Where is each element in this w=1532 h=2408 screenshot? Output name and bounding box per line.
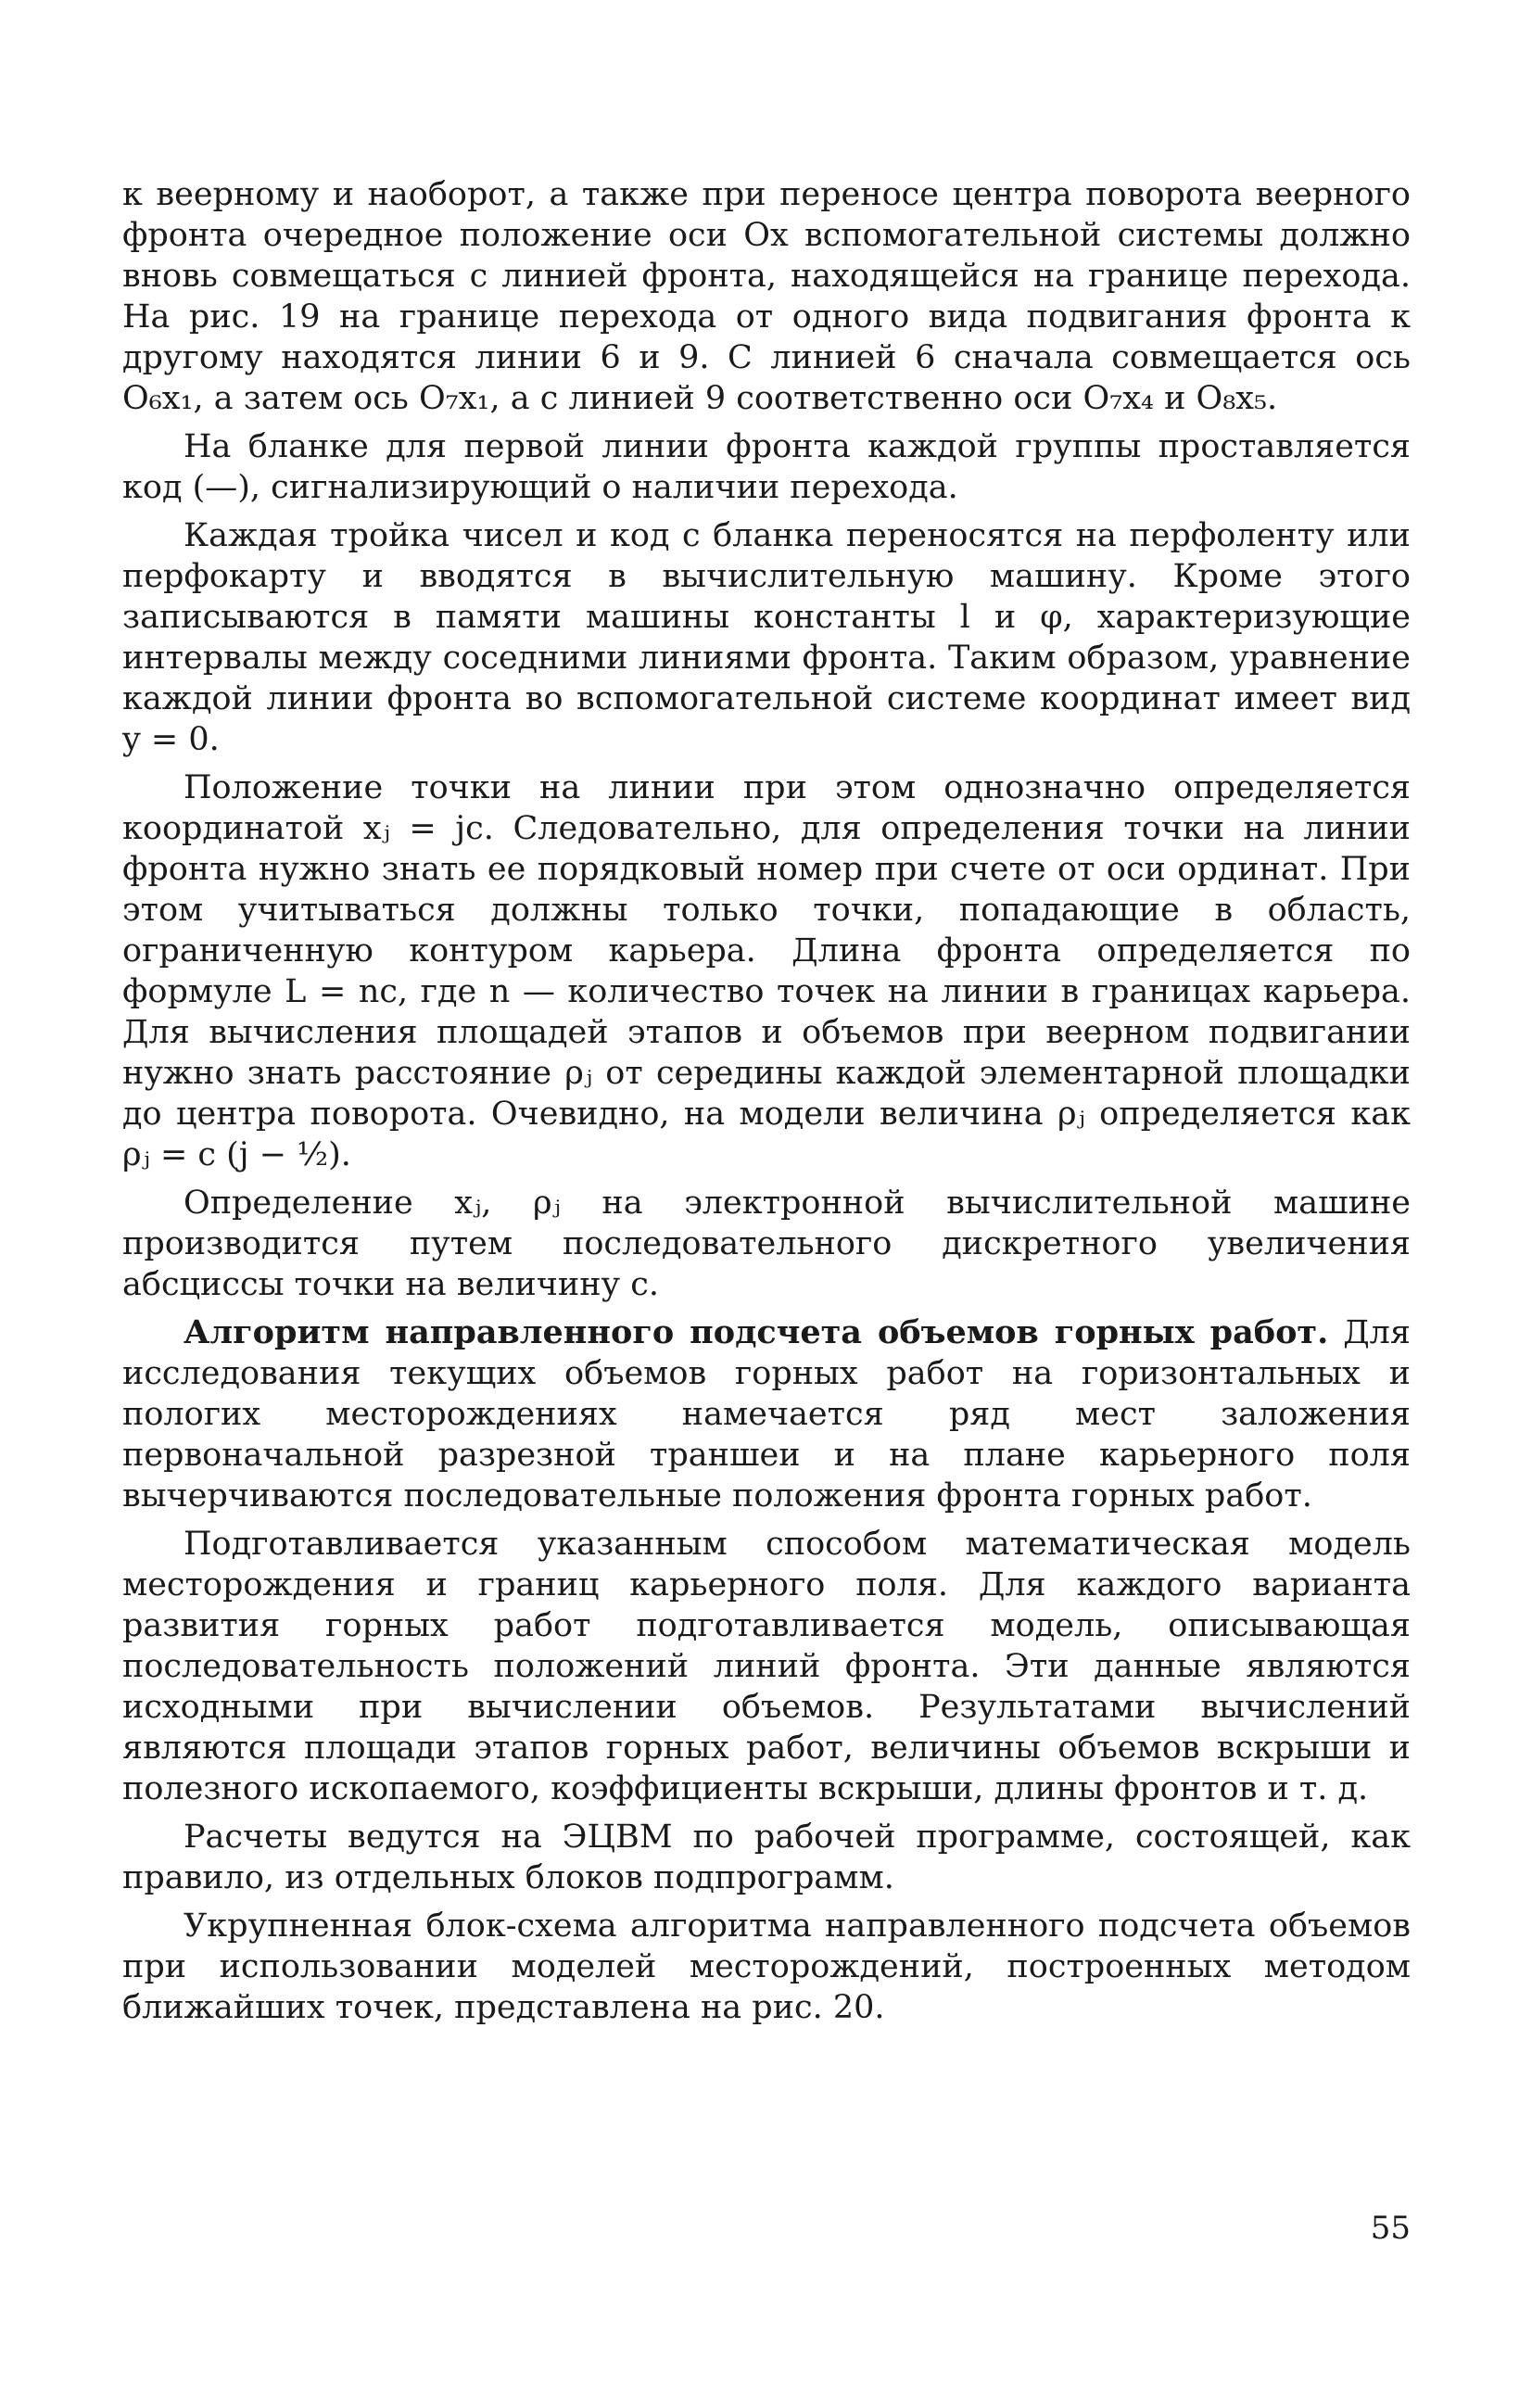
paragraph-1: к веерному и наоборот, а также при переносе центра поворота веерного фронта очередное положение оси Ox вспомогательной системы должно вновь совмещаться с линией фронта, находящейся на границе перехода. На рис. 19 на границе перехода от одного вида подвигания фронта к другому находятся линии 6 и 9. С линией 6 сначала совмещается ось O₆x₁, а затем ось O₇x₁, а с линией 9 соответственно оси O₇x₄ и O₈x₅. [122,176,1411,417]
section-heading: Алгоритм направленного подсчета объемов горных работ. [184,1313,1329,1351]
paragraph-3: Каждая тройка чисел и код с бланка переносятся на перфоленту или перфокарту и вводятся в вычислительную машину. Кроме этого записываются в памяти машины константы l и φ, характеризующие интервалы между соседними линиями фронта. Таким образом, уравнение каждой линии фронта во вспомогательной системе координат имеет вид y = 0. [122,517,1411,758]
paragraph-2: На бланке для первой линии фронта каждой группы проставляется код (—), сигнализирующий о наличии перехода. [122,428,1411,506]
paragraph-6-text: Для исследования текущих объемов горных работ на горизонтальных и пологих месторождениях намечается ряд мест заложения первоначальной разрезной траншеи и на плане карьерного поля вычерчиваются последовательные положения фронта горных работ. [122,1314,1411,1515]
paragraph-8: Расчеты ведутся на ЭЦВМ по рабочей программе, состоящей, как правило, из отдельных блоков подпрограмм. [122,1819,1411,1896]
paragraph-4: Положение точки на линии при этом однозначно определяется координатой xⱼ = jc. Следовательно, для определения точки на линии фронта нужно знать ее порядковый номер при счете от оси ординат. При этом учитываться должны только точки, попадающие в область, ограниченную контуром карьера. Длина фронта определяется по формуле L = nc, где n — количество точек на линии в границах карьера. Для вычисления площадей этапов и объемов при веерном подвигании нужно знать расстояние ρⱼ от середины каждой элементарной площадки до центра поворота. Очевидно, на модели величина ρⱼ определяется как ρⱼ = c (j − ½). [122,769,1411,1173]
page-body [122,174,1411,2028]
paragraph-9: Укрупненная блок-схема алгоритма направленного подсчета объемов при использовании моделей месторождений, построенных методом ближайших точек, представлена на рис. 20. [122,1907,1411,2026]
paragraph-7: Подготавливается указанным способом математическая модель месторождения и границ карьерного поля. Для каждого варианта развития горных работ подготавливается модель, описывающая последовательность положений линий фронта. Эти данные являются исходными при вычислении объемов. Результатами вычислений являются площади этапов горных работ, величины объемов вскрыши и полезного ископаемого, коэффициенты вскрыши, длины фронтов и т. д. [122,1526,1411,1807]
paragraph-5: Определение xⱼ, ρⱼ на электронной вычислительной машине производится путем последовательного дискретного увеличения абсциссы точки на величину c. [122,1185,1411,1303]
page-number: 55 [1370,2210,1411,2247]
paragraph-6 [122,1312,1411,1516]
